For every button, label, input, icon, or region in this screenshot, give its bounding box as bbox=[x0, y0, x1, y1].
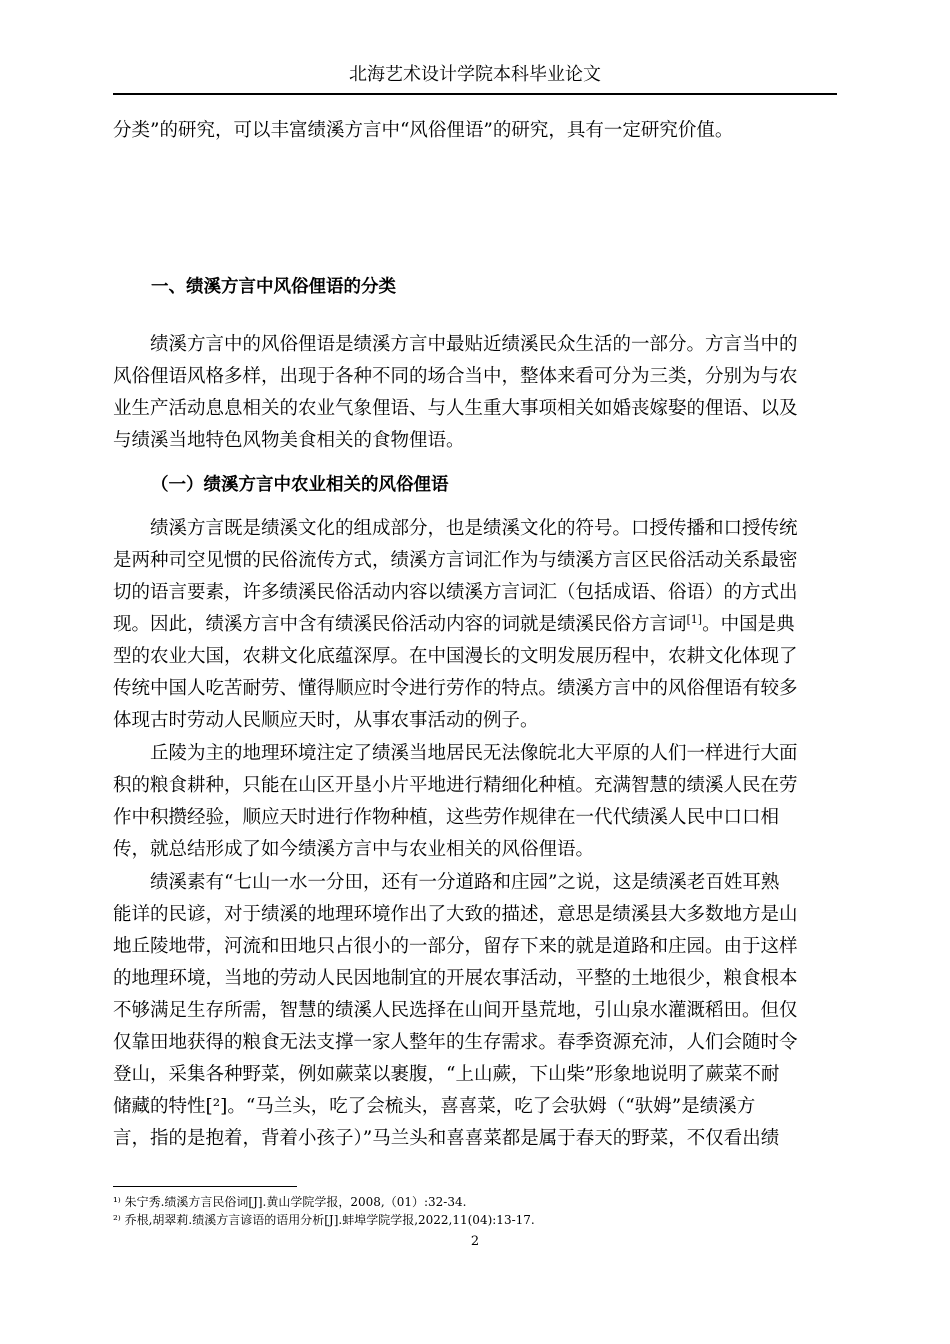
paragraph-line: 仅靠田地获得的粮食无法支撑一家人整年的生存需求。春季资源充沛，人们会随时令 bbox=[113, 1032, 798, 1053]
paragraph-line: 言，指的是抱着，背着小孩子）”马兰头和喜喜菜都是属于春天的野菜，不仅看出绩 bbox=[113, 1128, 780, 1149]
citation-text: 现。因此，绩溪方言中含有绩溪民俗活动内容的词就是绩溪民俗方言词 bbox=[113, 614, 687, 635]
paragraph-line: 地丘陵地带，河流和田地只占很小的一部分，留存下来的就是道路和庄园。由于这样 bbox=[113, 936, 798, 957]
citation-marker: [1] bbox=[686, 612, 703, 626]
paragraph-line: 型的农业大国，农耕文化底蕴深厚。在中国漫长的文明发展历程中，农耕文化体现了 bbox=[113, 646, 798, 667]
citation-tail: 。中国是典 bbox=[702, 614, 795, 635]
paragraph-line: 不够满足生存所需，智慧的绩溪人民选择在山间开垦荒地，引山泉水灌溉稻田。但仅 bbox=[113, 1000, 798, 1021]
paragraph-line: 绩溪方言既是绩溪文化的组成部分，也是绩溪文化的符号。口授传播和口授传统 bbox=[113, 518, 798, 539]
page-number: 2 bbox=[470, 1234, 480, 1249]
paragraph-line: 传，就总结形成了如今绩溪方言中与农业相关的风俗俚语。 bbox=[113, 839, 595, 860]
paragraph-line: 绩溪方言中的风俗俚语是绩溪方言中最贴近绩溪民众生活的一部分。方言当中的 bbox=[113, 334, 798, 355]
paragraph-line: 丘陵为主的地理环境注定了绩溪当地居民无法像皖北大平原的人们一样进行大面 bbox=[113, 743, 798, 764]
section-heading: 一、绩溪方言中风俗俚语的分类 bbox=[151, 277, 396, 297]
paragraph-line: 的地理环境，当地的劳动人民因地制宜的开展农事活动，平整的土地很少，粮食根本 bbox=[113, 968, 798, 989]
subsection-heading: （一）绩溪方言中农业相关的风俗俚语 bbox=[151, 475, 449, 495]
paragraph-line: 作中积攒经验，顺应天时进行作物种植，这些劳作规律在一代代绩溪人民中口口相 bbox=[113, 807, 780, 828]
paragraph-line: 与绩溪当地特色风物美食相关的食物俚语。 bbox=[113, 430, 465, 451]
footnote-1: ¹⁾ 朱宁秀.绩溪方言民俗词[J].黄山学院学报，2008,（01）:32-34. bbox=[113, 1195, 467, 1209]
paragraph-line: 体现古时劳动人民顺应天时，从事农事活动的例子。 bbox=[113, 710, 539, 731]
footnote-divider bbox=[113, 1186, 297, 1187]
header-divider bbox=[113, 93, 837, 95]
paragraph-line-with-citation bbox=[113, 610, 837, 640]
page-header-title: 北海艺术设计学院本科毕业论文 bbox=[349, 64, 601, 85]
footnote-2: ²⁾ 乔根,胡翠莉.绩溪方言谚语的语用分析[J].蚌埠学院学报,2022,11(04):13-17. bbox=[113, 1213, 535, 1227]
paragraph-line: 登山，采集各种野菜，例如蕨菜以裹腹，“上山蕨，下山柴”形象地说明了蕨菜不耐 bbox=[113, 1064, 780, 1085]
paragraph-line: 传统中国人吃苦耐劳、懂得顺应时令进行劳作的特点。绩溪方言中的风俗俚语有较多 bbox=[113, 678, 798, 699]
paragraph-line: 切的语言要素，许多绩溪民俗活动内容以绩溪方言词汇（包括成语、俗语）的方式出 bbox=[113, 582, 798, 603]
paragraph-line: 能详的民谚，对于绩溪的地理环境作出了大致的描述，意思是绩溪县大多数地方是山 bbox=[113, 904, 798, 925]
paragraph-line: 是两种司空见惯的民俗流传方式，绩溪方言词汇作为与绩溪方言区民俗活动关系最密 bbox=[113, 550, 798, 571]
paragraph-line: 积的粮食耕种，只能在山区开垦小片平地进行精细化种植。充满智慧的绩溪人民在劳 bbox=[113, 775, 798, 796]
paragraph-line: 绩溪素有“七山一水一分田，还有一分道路和庄园”之说，这是绩溪老百姓耳熟 bbox=[113, 872, 780, 893]
paragraph-line: 风俗俚语风格多样，出现于各种不同的场合当中，整体来看可分为三类，分别为与农 bbox=[113, 366, 798, 387]
paragraph-line: 储藏的特性[²]。“马兰头，吃了会梳头，喜喜菜，吃了会驮姆（“驮姆”是绩溪方 bbox=[113, 1096, 756, 1117]
intro-line: 分类”的研究，可以丰富绩溪方言中“风俗俚语”的研究，具有一定研究价值。 bbox=[113, 120, 734, 141]
paragraph-line: 业生产活动息息相关的农业气象俚语、与人生重大事项相关如婚丧嫁娶的俚语、以及 bbox=[113, 398, 798, 419]
